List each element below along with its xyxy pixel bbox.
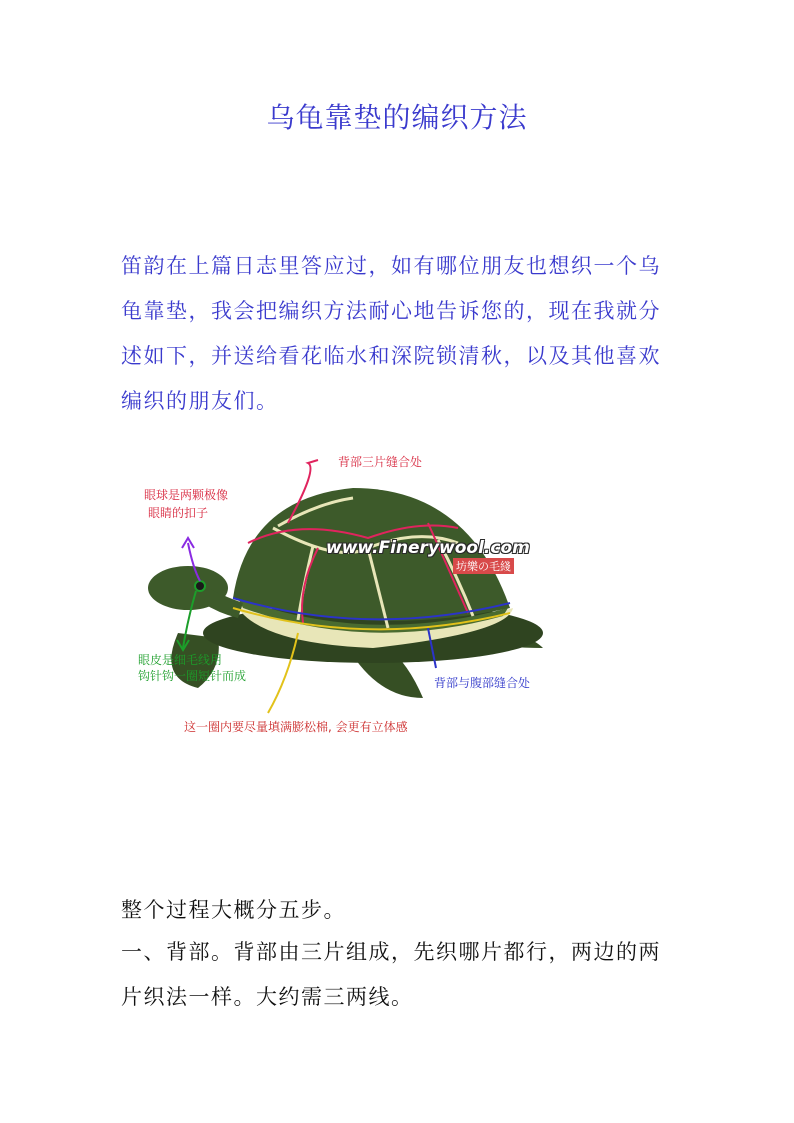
label-back-seam: 背部三片缝合处 (338, 455, 423, 469)
watermark-sub: 坊樂の毛綫 (453, 558, 514, 574)
label-eyelid-line2: 钩针钩一圈短针而成 (138, 669, 247, 683)
steps-intro: 整个过程大概分五步。 (121, 898, 346, 922)
watermark: www.Finerywool.com (326, 538, 530, 558)
label-eye-line1: 眼球是两颗极像 (144, 488, 229, 502)
label-belly-seam: 背部与腹部缝合处 (434, 676, 531, 690)
page-title: 乌龟靠垫的编织方法 (266, 101, 528, 134)
turtle-cushion-figure (138, 448, 570, 750)
label-stuffing: 这一圈内要尽量填满膨松棉, 会更有立体感 (184, 720, 408, 734)
step-one: 一、背部。背部由三片组成，先织哪片都行，两边的两片织法一样。大约需三两线。 (121, 940, 661, 1009)
intro-paragraph: 笛韵在上篇日志里答应过，如有哪位朋友也想织一个乌龟靠垫，我会把编织方法耐心地告诉您的，现在我就分述如下，并送给看花临水和深院锁清秋，以及其他喜欢编织的朋友们。 (121, 254, 661, 413)
turtle-eye (195, 581, 205, 591)
label-eye-line2: 眼睛的扣子 (148, 506, 209, 520)
label-eyelid-line1: 眼皮是细毛线用 (138, 653, 223, 667)
